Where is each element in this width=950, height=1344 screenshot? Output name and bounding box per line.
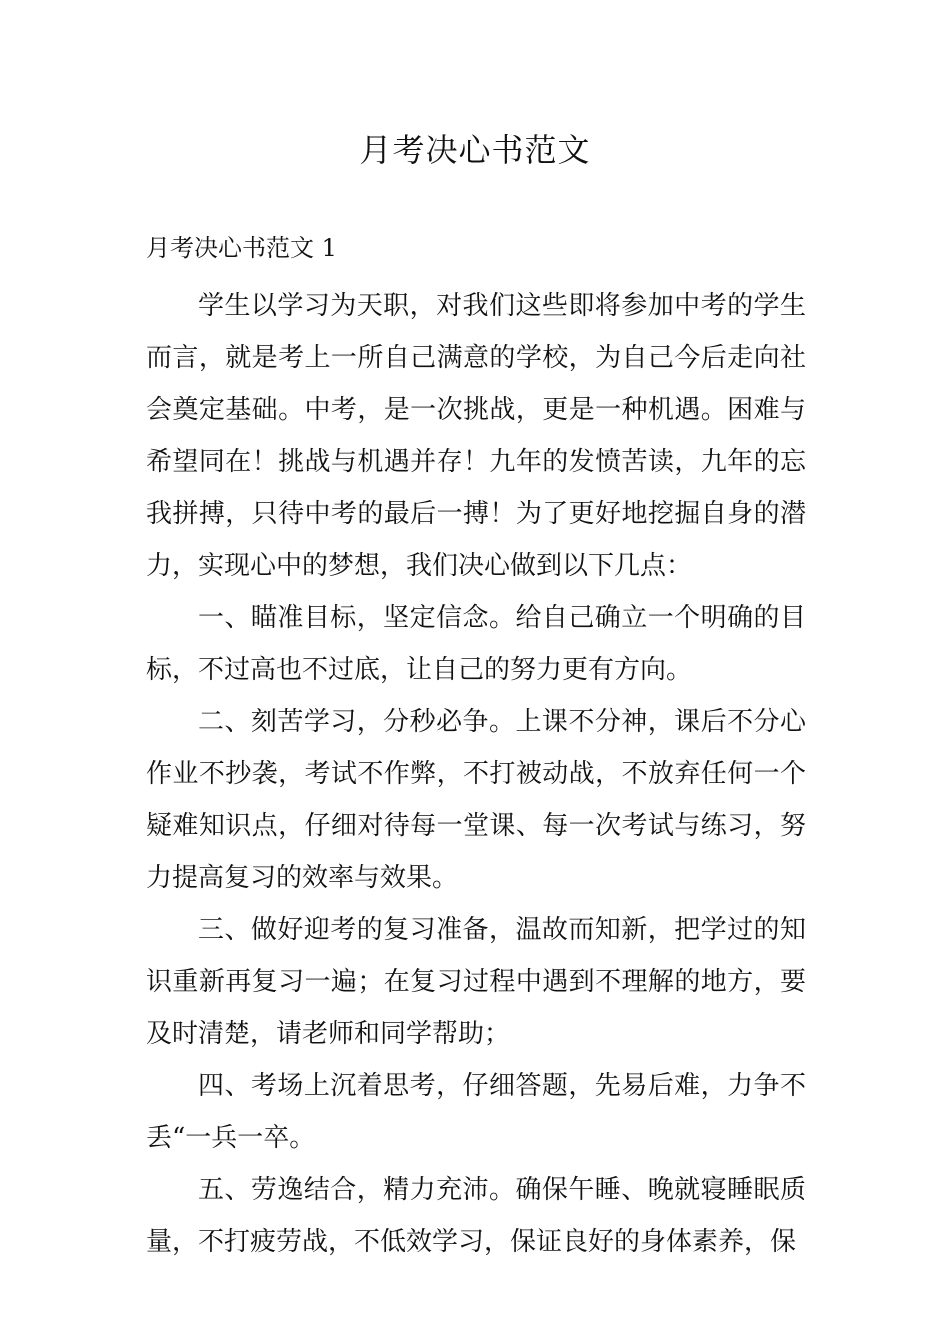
- paragraph-point-5: 五、劳逸结合，精力充沛。确保午睡、晚就寝睡眠质量，不打疲劳战，不低效学习，保证良好的身体素养，保: [146, 1175, 806, 1257]
- paragraph-point-2: 二、刻苦学习，分秒必争。上课不分神，课后不分心作业不抄袭，考试不作弊，不打被动战，不放弃任何一个疑难知识点，仔细对待每一堂课、每一次考试与练习，努力提高复习的效率与效果。: [146, 707, 806, 893]
- paragraph-point-1: 一、瞄准目标，坚定信念。给自己确立一个明确的目标，不过高也不过底，让自己的努力更有方向。: [146, 603, 806, 685]
- section-heading: 月考决心书范文 1: [146, 234, 337, 262]
- document-body: [146, 280, 806, 1268]
- paragraph-point-3: 三、做好迎考的复习准备，温故而知新，把学过的知识重新再复习一遍；在复习过程中遇到不理解的地方，要及时清楚，请老师和同学帮助；: [146, 915, 806, 1049]
- paragraph-point-4: 四、考场上沉着思考，仔细答题，先易后难，力争不丢“一兵一卒。: [146, 1071, 806, 1153]
- paragraph-intro: 学生以学习为天职，对我们这些即将参加中考的学生而言，就是考上一所自己满意的学校，为自己今后走向社会奠定基础。中考，是一次挑战，更是一种机遇。困难与希望同在！挑战与机遇并存！九年的发愤苦读，九年的忘我拼搏，只待中考的最后一搏！为了更好地挖掘自身的潜力，实现心中的梦想，我们决心做到以下几点：: [146, 291, 806, 581]
- document-title: 月考决心书范文: [359, 131, 591, 169]
